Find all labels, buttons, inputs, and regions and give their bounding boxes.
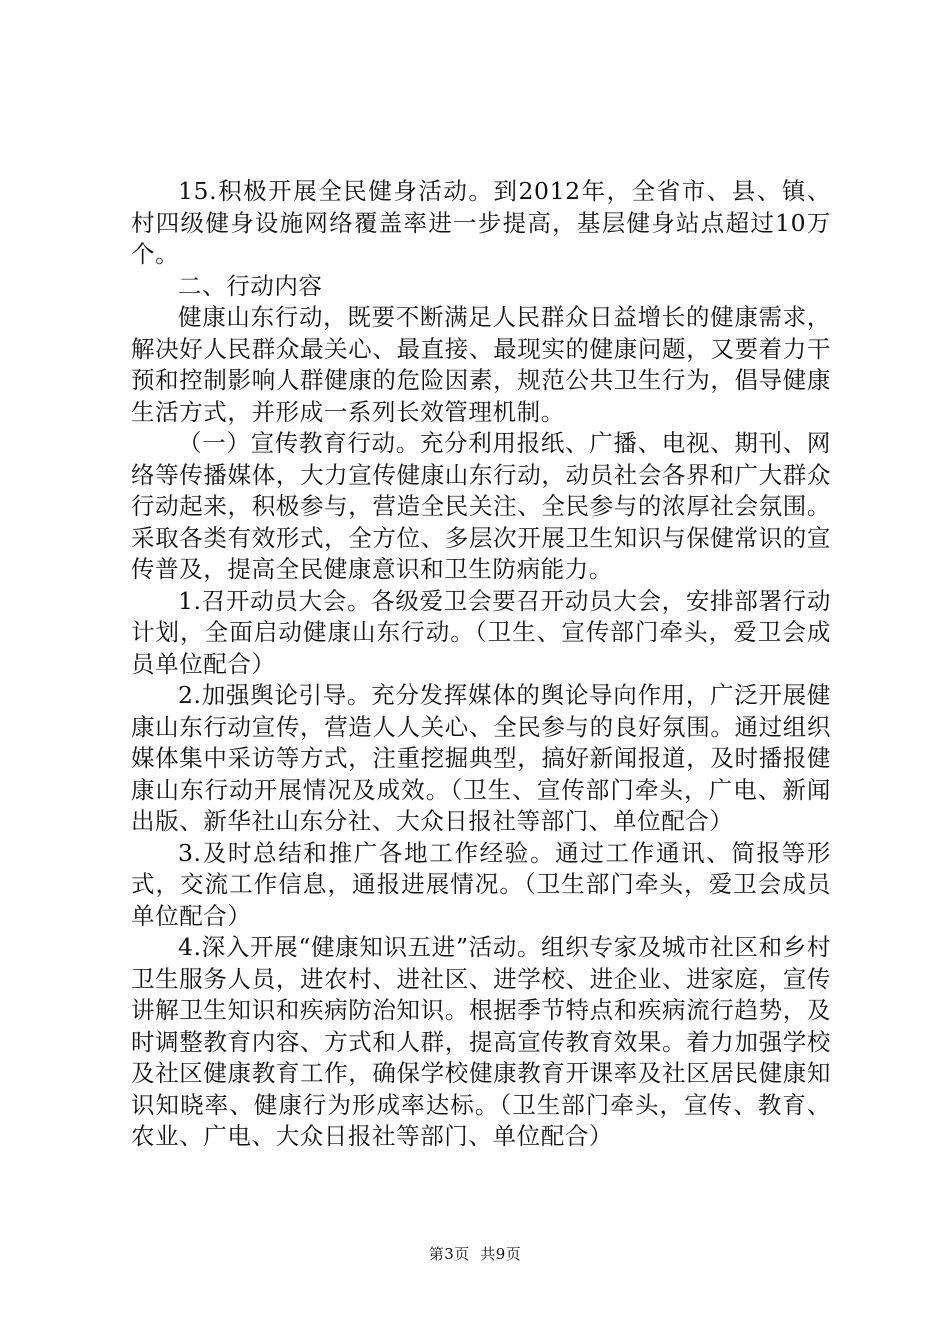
paragraph-intro: 健康山东行动，既要不断满足人民群众日益增长的健康需求，解决好人民群众最关心、最直接、最现实的健康问题，又要着力干预和控制影响人群健康的危险因素，规范公共卫生行为，倡导健康生活方式，并形成一系列长效管理机制。 — [131, 303, 831, 426]
section-heading-action-content: 二、行动内容 — [178, 271, 323, 300]
paragraph-item-4: 4.深入开展“健康知识五进”活动。组织专家及城市社区和乡村卫生服务人员，进农村、进社区、进学校、进企业、进家庭，宣传讲解卫生知识和疾病防治知识。根据季节特点和疾病流行趋势，及时调整教育内容、方式和人群，提高宣传教育效果。着力加强学校及社区健康教育工作，确保学校健康教育开课率及社区居民健康知识知晓率、健康行为形成率达标。（卫生部门牵头，宣传、教育、农业、广电、大众日报社等部门、单位配合） — [131, 933, 831, 1150]
paragraph-item-1: 1.召开动员大会。各级爱卫会要召开动员大会，安排部署行动计划，全面启动健康山东行动。（卫生、宣传部门牵头，爱卫会成员单位配合） — [131, 586, 831, 678]
page-footer: 第3页 共9页 — [428, 1245, 522, 1263]
document-body — [131, 176, 831, 1153]
paragraph-item-15: 15.积极开展全民健身活动。到2012年，全省市、县、镇、村四级健身设施网络覆盖率进一步提高，基层健身站点超过10万个。 — [131, 177, 831, 268]
paragraph-item-3: 3.及时总结和推广各地工作经验。通过工作通讯、简报等形式，交流工作信息，通报进展情况。（卫生部门牵头，爱卫会成员单位配合） — [131, 838, 831, 930]
paragraph-item-2: 2.加强舆论引导。充分发挥媒体的舆论导向作用，广泛开展健康山东行动宣传，营造人人关心、全民参与的良好氛围。通过组织媒体集中采访等方式，注重挖掘典型，搞好新闻报道，及时播报健康山东行动开展情况及成效。（卫生、宣传部门牵头，广电、新闻出版、新华社山东分社、大众日报社等部门、单位配合） — [131, 681, 831, 835]
paragraph-publicity-education: （一）宣传教育行动。充分利用报纸、广播、电视、期刊、网络等传播媒体，大力宣传健康山东行动，动员社会各界和广大群众行动起来，积极参与，营造全民关注、全民参与的浓厚社会氛围。采取各类有效形式，全方位、多层次开展卫生知识与保健常识的宣传普及，提高全民健康意识和卫生防病能力。 — [131, 429, 831, 583]
